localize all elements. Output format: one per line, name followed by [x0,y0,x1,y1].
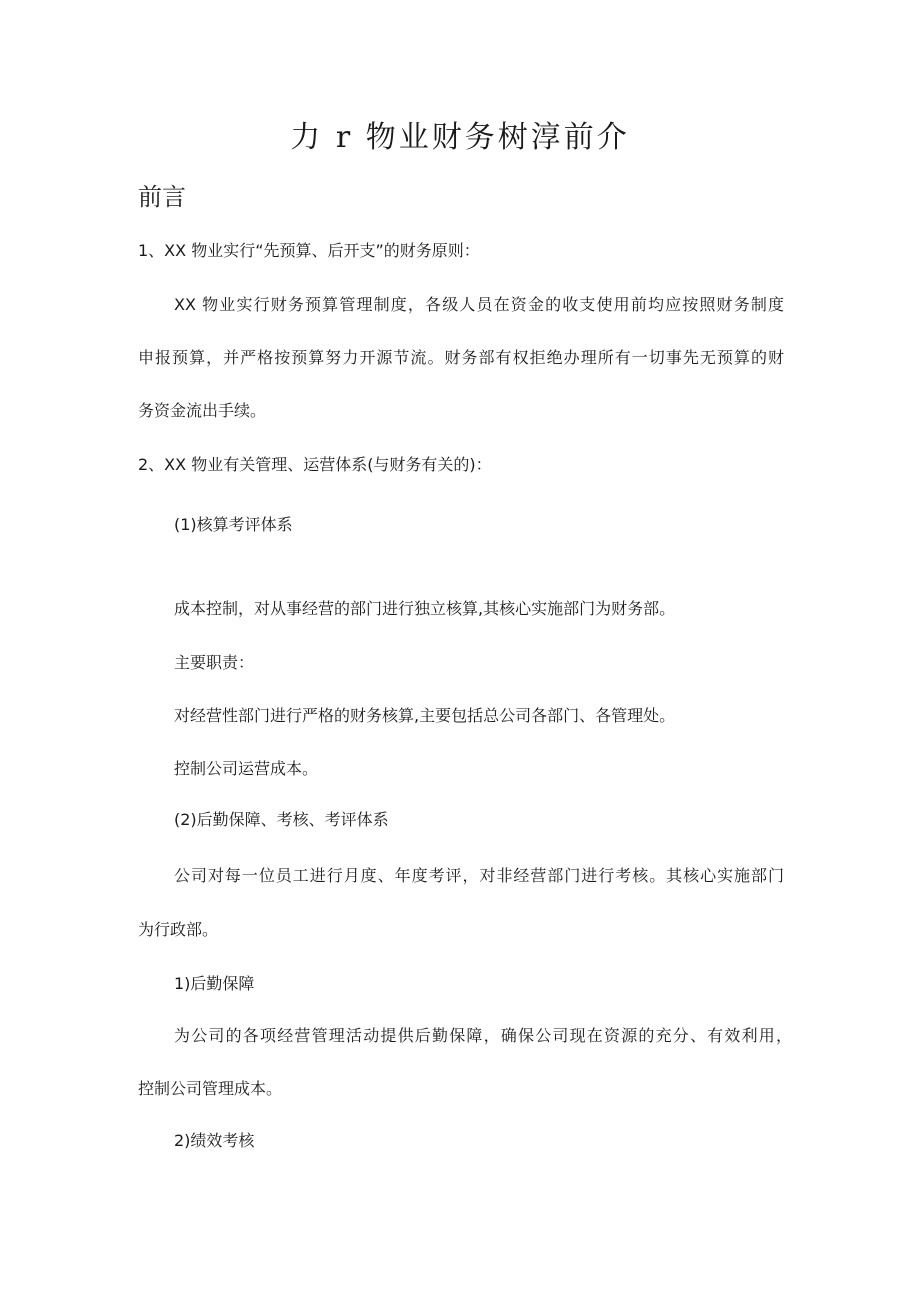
sub1-duty-1: 对经营性部门进行严格的财务核算,主要包括总公司各部门、各管理处。 [174,706,676,725]
item1-paragraph-line3: 务资金流出手续。 [138,401,267,420]
sub1-duties-label: 主要职责： [174,653,255,672]
item2-heading: 2、XX 物业有关管理、运营体系(与财务有关的)： [138,455,492,474]
point1-heading: 1)后勤保障 [174,974,255,993]
point1-line1: 为公司的各项经营管理活动提供后勤保障，确保公司现在资源的充分、有效利用， [174,1026,792,1045]
sub2-paragraph-line1: 公司对每一位员工进行月度、年度考评，对非经营部门进行考核。其核心实施部门 [174,866,784,885]
point2-heading: 2)绩效考核 [174,1131,255,1150]
section-heading: 前言 [138,183,186,211]
sub1-text: 成本控制，对从事经营的部门进行独立核算,其核心实施部门为财务部。 [174,599,676,618]
sub2-paragraph-line2: 为行政部。 [138,920,219,939]
document-title: 力 r 物业财务树淳前介 [290,120,630,155]
sub1-heading: (1)核算考评体系 [174,515,293,534]
sub1-duty-2: 控制公司运营成本。 [174,759,319,778]
item1-paragraph-line1: XX 物业实行财务预算管理制度，各级人员在资金的收支使用前均应按照财务制度 [174,295,784,314]
point1-line2: 控制公司管理成本。 [138,1079,283,1098]
sub2-heading: (2)后勤保障、考核、考评体系 [174,810,389,829]
item1-heading: 1、XX 物业实行“先预算、后开支”的财务原则： [138,241,480,260]
item1-paragraph-line2: 申报预算，并严格按预算努力开源节流。财务部有权拒绝办理所有一切事先无预算的财 [138,348,784,367]
